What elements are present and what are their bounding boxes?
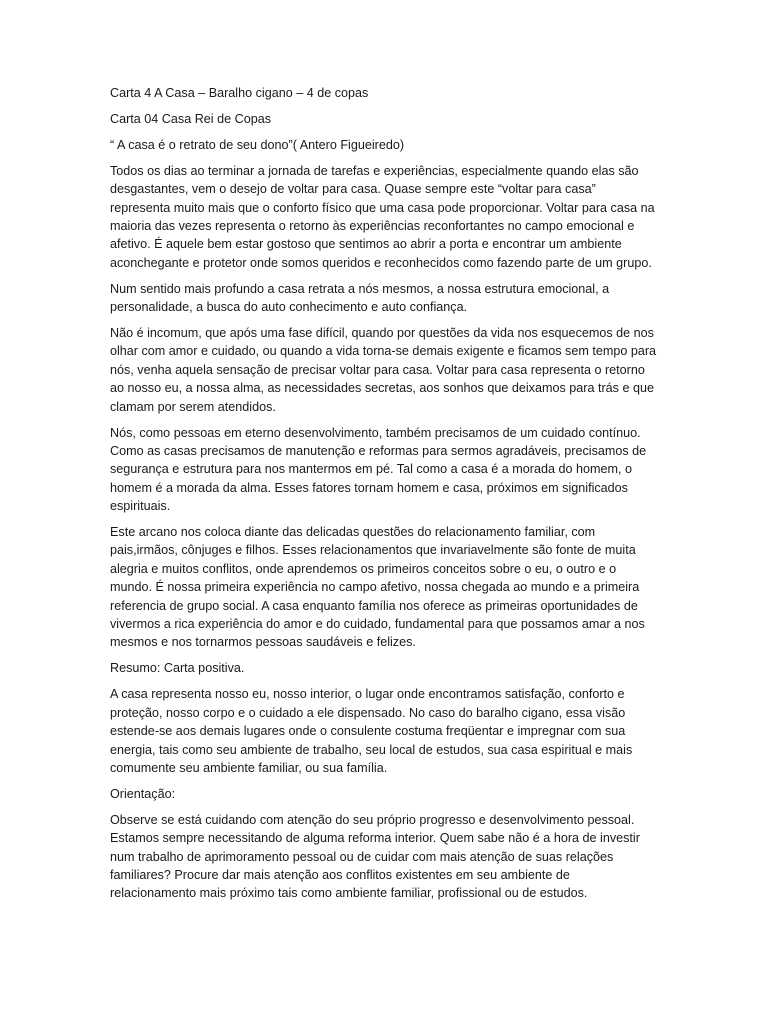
paragraph-deeper-sense: Num sentido mais profundo a casa retrata a nós mesmos, a nossa estrutura emocional, a personalidade, a busca do auto conhecimento e auto confiança. <box>110 281 610 315</box>
paragraph-orientation: Observe se está cuidando com atenção do seu próprio progresso e desenvolvimento pessoal. Estamos sempre necessitando de alguma reforma interior. Quem sabe não é a hora de investir num trabalho de aprimoramento pessoal ou de cuidar com mais atenção de suas relações familiares? Procure dar mais atenção aos conflitos existentes em seu ambiente de relacionamento mais próximo tais como ambiente familiar, profissional ou de estudos. <box>110 812 640 901</box>
quote-line: “ A casa é o retrato de seu dono”( Antero Figueiredo) <box>110 137 405 152</box>
paragraph-intro: Todos os dias ao terminar a jornada de tarefas e experiências, especialmente quando elas são desgastantes, vem o desejo de voltar para casa. Quase sempre este “voltar para casa” representa muito mais que o conforto físico que uma casa pode proporcionar. Voltar para casa na maioria das vezes representa o retorno às experiências reconfortantes no campo emocional e afetivo. É aquele bem estar gostoso que sentimos ao abrir a porta e encontrar um ambiente aconchegante e protetor onde somos queridos e reconhecidos como fazendo parte de um grupo. <box>110 163 655 270</box>
document-page <box>110 84 658 910</box>
paragraph-family: Este arcano nos coloca diante das delicadas questões do relacionamento familiar, com pais,irmãos, cônjuges e filhos. Esses relacionamentos que invariavelmente são fonte de muita alegria e muitos conflitos, onde aprendemos os primeiros conceitos sobre o eu, o outro e o mundo. É nossa primeira experiência no campo afetivo, nossa chegada ao mundo e a primeira referencia de grupo social. A casa enquanto família nos oferece as primeiras oportunidades de vivermos a rica experiência do amor e do cuidado, fundamental para que possamos amar a nos mesmos e nos tornarmos pessoas saudáveis e felizes. <box>110 525 645 650</box>
title-line: Carta 4 A Casa – Baralho cigano – 4 de copas <box>110 86 369 100</box>
subtitle-line: Carta 04 Casa Rei de Copas <box>110 111 272 126</box>
paragraph-summary: A casa representa nosso eu, nosso interior, o lugar onde encontramos satisfação, conforto e proteção, nosso corpo e o cuidado a ele dispensado. No caso do baralho cigano, essa visão estende-se aos demais lugares onde o consulente costuma freqüentar e impregnar com sua energia, tais como seu ambiente de trabalho, seu local de estudos, sua casa espiritual e mais comumente seu ambiente familiar, ou sua família. <box>110 687 633 775</box>
paragraph-development: Nós, como pessoas em eterno desenvolvimento, também precisamos de um cuidado contínuo. Como as casas precisamos de manutenção e reformas para sermos agradáveis, precisamos de segurança e estrutura para nos mantermos em pé. Tal como a casa é a morada do homem, o homem é a morada da alma. Esses fatores tornam homem e casa, próximos em significados espirituais. <box>110 425 647 514</box>
paragraph-return-home: Não é incomum, que após uma fase difícil, quando por questões da vida nos esquecemos de nos olhar com amor e cuidado, ou quando a vida torna-se demais exigente e ficamos sem tempo para nós, venha aquela sensação de precisar voltar para casa. Voltar para casa representa o retorno ao nosso eu, a nossa alma, as necessidades secretas, aos sonhos que deixamos para trás e que clamam por serem atendidos. <box>110 325 657 414</box>
summary-heading: Resumo: Carta positiva. <box>110 661 245 676</box>
orientation-heading: Orientação: <box>110 786 176 801</box>
